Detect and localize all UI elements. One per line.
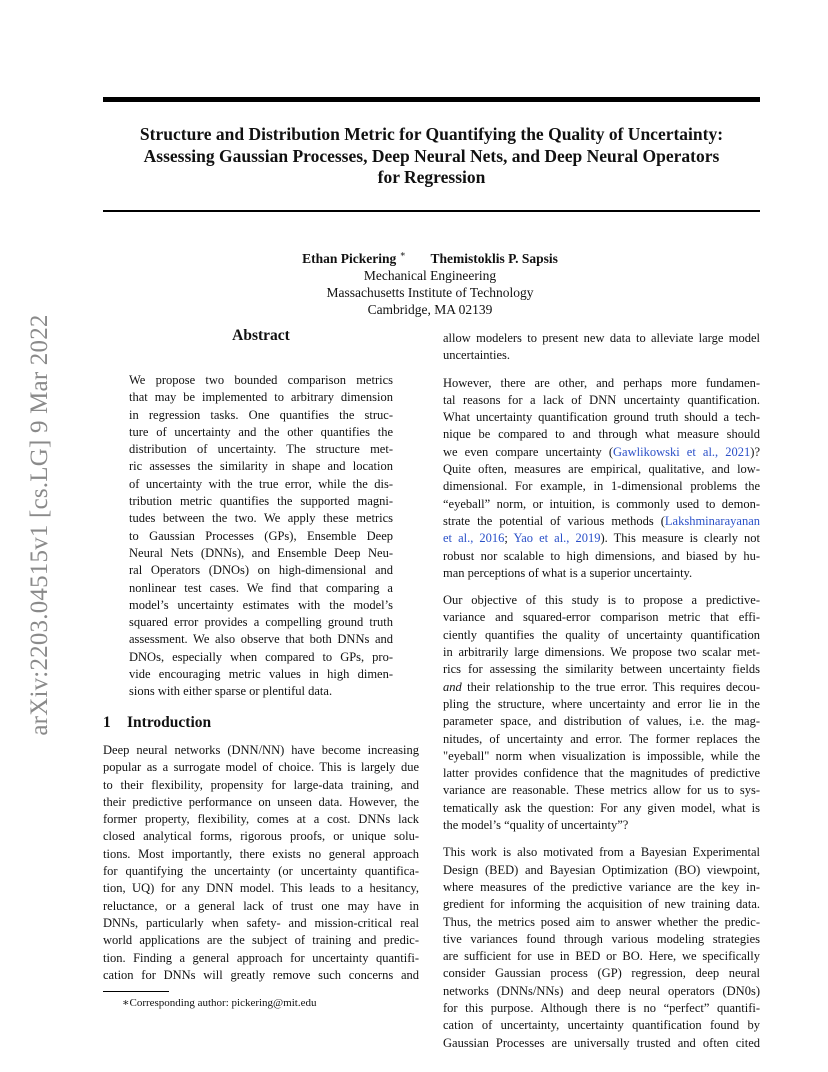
body-line: for quantifying the uncertainty (or uncertainty quantifica- xyxy=(103,864,419,879)
body-line: latter provides confidence that the magnitudes of predictive xyxy=(443,766,760,781)
abstract-line: tribution metric quantifies the supported magni- xyxy=(129,494,393,509)
body-line: variance and squared-error comparison metric that effi- xyxy=(443,610,760,625)
arxiv-sidebar xyxy=(15,290,65,760)
abstract-line: assessment. We also observe that both DNNs and xyxy=(129,632,393,647)
body-line: ciently quantifies the quality of uncertainty quantification xyxy=(443,627,760,642)
body-line: cation of uncertainty, uncertainty quantification found by xyxy=(443,1018,760,1033)
abstract-body xyxy=(129,372,393,701)
paper-title xyxy=(103,124,760,189)
text-span: ; xyxy=(504,531,514,546)
emphasis-text: and xyxy=(443,679,462,694)
abstract-line: Neural Nets (DNNs), and Ensemble Deep Neu- xyxy=(129,545,393,560)
author-footnote-mark: ∗ xyxy=(399,249,406,259)
body-line: allow modelers to present new data to alleviate large model xyxy=(443,331,760,345)
abstract-line: ture of uncertainty and the other quantifies the xyxy=(129,424,393,439)
author-name: Themistoklis P. Sapsis xyxy=(430,250,558,266)
footnote: ∗Corresponding author: pickering@mit.edu xyxy=(122,997,317,1009)
text-span: )? xyxy=(750,444,760,459)
abstract-line: ric assesses the similarity in shape and location xyxy=(129,459,393,474)
citation-link[interactable]: Lakshminarayanan xyxy=(664,513,760,528)
title-line: for Regression xyxy=(377,167,486,187)
title-bottom-rule xyxy=(103,210,760,212)
text-span: their relationship to the true error. This requires decou- xyxy=(461,679,760,694)
abstract-line: We propose two bounded comparison metrics xyxy=(129,373,393,387)
text-span: strate the potential of various methods ( xyxy=(443,513,665,528)
body-line: dimensional. For example, in 1-dimensional problems the xyxy=(443,479,760,494)
paragraph xyxy=(443,592,760,834)
body-line: Our objective of this study is to propose a predictive- xyxy=(443,593,760,608)
text-span: we even compare uncertainty ( xyxy=(443,444,614,459)
paragraph xyxy=(443,844,760,1052)
body-line: tematically ask the question: For any given model, what is xyxy=(443,800,760,815)
body-line: tion, UQ) for any DNN model. This leads to a hesitancy, xyxy=(103,881,419,896)
paragraph xyxy=(443,375,760,583)
body-line: This work is also motivated from a Bayesian Experimental xyxy=(443,845,760,860)
body-line: nitudes, of uncertainty and error. The former replaces the xyxy=(443,731,760,746)
section-number: 1 xyxy=(103,714,111,731)
body-line: tion. Finding a general approach for uncertainty quantifi- xyxy=(103,950,419,965)
abstract-line: squared error provides a compelling ground truth xyxy=(129,615,393,630)
section-heading xyxy=(103,714,211,732)
citation-link[interactable]: Yao et al., 2019 xyxy=(513,531,601,546)
abstract-line: model’s uncertainty estimates with the model’s xyxy=(129,597,393,612)
right-column xyxy=(443,330,760,1062)
affiliation-line: Mechanical Engineering xyxy=(363,267,497,283)
abstract-line: nonlinear test cases. We find that comparing a xyxy=(129,580,393,595)
body-line: "eyeball" norm when visualization is impossible, while the xyxy=(443,748,760,763)
body-line: former property, flexibility, comes at a cost. DNNs lack xyxy=(103,812,419,827)
body-line: cation for DNNs will greatly remove such concerns and xyxy=(103,967,419,982)
title-top-rule xyxy=(103,97,760,102)
body-line xyxy=(443,444,760,461)
body-line xyxy=(443,679,760,696)
abstract-line: distribution of uncertainty. The structure met- xyxy=(129,442,393,457)
author-block xyxy=(200,246,660,318)
body-line: “eyeball” norm, or intuition, is commonly used to demon- xyxy=(443,496,760,511)
body-line: nique be compared to and through what measure should xyxy=(443,427,760,442)
body-line: consider Gaussian process (GP) regression, deep neural xyxy=(443,966,760,981)
body-line: are sufficient for use in BED or BO. Here, we specifically xyxy=(443,949,760,964)
citation-link[interactable]: Gawlikowski et al., 2021 xyxy=(613,444,751,459)
body-line xyxy=(443,530,760,547)
text-span: ). This measure is clearly not xyxy=(600,531,760,546)
abstract-line: of uncertainty with the true error, while the dis- xyxy=(129,476,393,491)
abstract-line: to Gaussian Processes (GPs), Ensemble Deep xyxy=(129,528,393,543)
body-line: Design (BED) and Bayesian Optimization (BO) viewpoint, xyxy=(443,862,760,877)
section-title: Introduction xyxy=(127,714,212,731)
body-line: world applications are the subject of training and predic- xyxy=(103,933,419,948)
arxiv-identifier: arXiv:2203.04515v1 [cs.LG] 9 Mar 2022 xyxy=(26,314,53,736)
author-name: Ethan Pickering xyxy=(302,250,397,266)
affiliation-line: Massachusetts Institute of Technology xyxy=(326,284,534,300)
body-line: for this purpose. Although there is no “perfect” quantifi- xyxy=(443,1000,760,1015)
body-line: networks (DNNs/NNs) and deep neural operators (DN0s) xyxy=(443,983,760,998)
body-line: reluctance, or a general lack of trust one may have in xyxy=(103,898,419,913)
abstract-heading: Abstract xyxy=(232,327,290,344)
paragraph xyxy=(443,330,760,365)
body-line: What uncertainty quantification ground truth should a tech- xyxy=(443,410,760,425)
body-line: the model’s “quality of uncertainty”? xyxy=(443,818,629,833)
body-line: tal reasons for a lack of DNN uncertainty quantification. xyxy=(443,392,760,407)
body-line: man perceptions of what is a superior uncertainty. xyxy=(443,565,693,580)
body-line: in arbitrarily large dimensions. We propose two scalar met- xyxy=(443,645,760,660)
title-line: Assessing Gaussian Processes, Deep Neural Nets, and Deep Neural Operators xyxy=(143,145,720,166)
abstract-line: sions with either sparse or plentiful data. xyxy=(129,684,333,699)
abstract-line: DNOs, especially when compared to GPs, pro- xyxy=(129,649,393,664)
body-line: rics for assessing the similarity between uncertainty fields xyxy=(443,662,760,677)
body-line: to their flexibility, propensity for large-data training, and xyxy=(103,777,419,792)
affiliation-line: Cambridge, MA 02139 xyxy=(367,301,493,317)
body-line: popular as a surrogate model of choice. This is largely due xyxy=(103,760,419,775)
body-line: parameter space, and distribution of values, i.e. the mag- xyxy=(443,714,760,729)
body-line: tions. Most importantly, there exists no general approach xyxy=(103,846,419,861)
body-line: where measures of the predictive variance are the key in- xyxy=(443,879,760,894)
body-line: gredient for informing the acquisition of new training data. xyxy=(443,897,760,912)
body-line: However, there are other, and perhaps more fundamen- xyxy=(443,375,760,390)
abstract-line: that may be implemented to arbitrary dimension xyxy=(129,390,393,405)
body-line: Quite often, measures are empirical, qualitative, and low- xyxy=(443,462,760,477)
body-line: pling the structure, where uncertainty and error lie in the xyxy=(443,696,760,711)
body-line: variance are reasonable. These metrics allow for us to sys- xyxy=(443,783,760,798)
body-line: robust nor scalable to high dimensions, and biased by hu- xyxy=(443,548,760,563)
body-line: Thus, the metrics posed aim to answer whether the predic- xyxy=(443,914,760,929)
introduction-body xyxy=(103,742,419,984)
author-names xyxy=(200,246,660,267)
abstract-line: tudes between the two. We apply these metrics xyxy=(129,511,393,526)
body-line: Gaussian Processes are universally trusted and often cited xyxy=(443,1035,760,1050)
abstract-line: in regression tasks. One quantifies the struc- xyxy=(129,407,393,422)
abstract-line: ral Operators (DNOs) on high-dimensional and xyxy=(129,563,393,578)
body-line xyxy=(443,513,760,530)
body-line: uncertainties. xyxy=(443,348,510,363)
citation-link[interactable]: et al., 2016 xyxy=(443,531,505,546)
body-line: their predictive performance on unseen data. However, the xyxy=(103,794,419,809)
body-line: tive variances found through various modeling strategies xyxy=(443,931,760,946)
title-line: Structure and Distribution Metric for Quantifying the Quality of Uncertainty: xyxy=(139,124,724,144)
abstract-line: vide encouraging metric values in high dimen- xyxy=(129,667,393,682)
body-line: closed analytical forms, rigorous proofs, or unique solu- xyxy=(103,829,419,844)
body-line: Deep neural networks (DNN/NN) have become increasing xyxy=(103,743,419,757)
body-line: DNNs, particularly when safety- and mission-critical real xyxy=(103,915,419,930)
footnote-rule xyxy=(103,991,169,992)
